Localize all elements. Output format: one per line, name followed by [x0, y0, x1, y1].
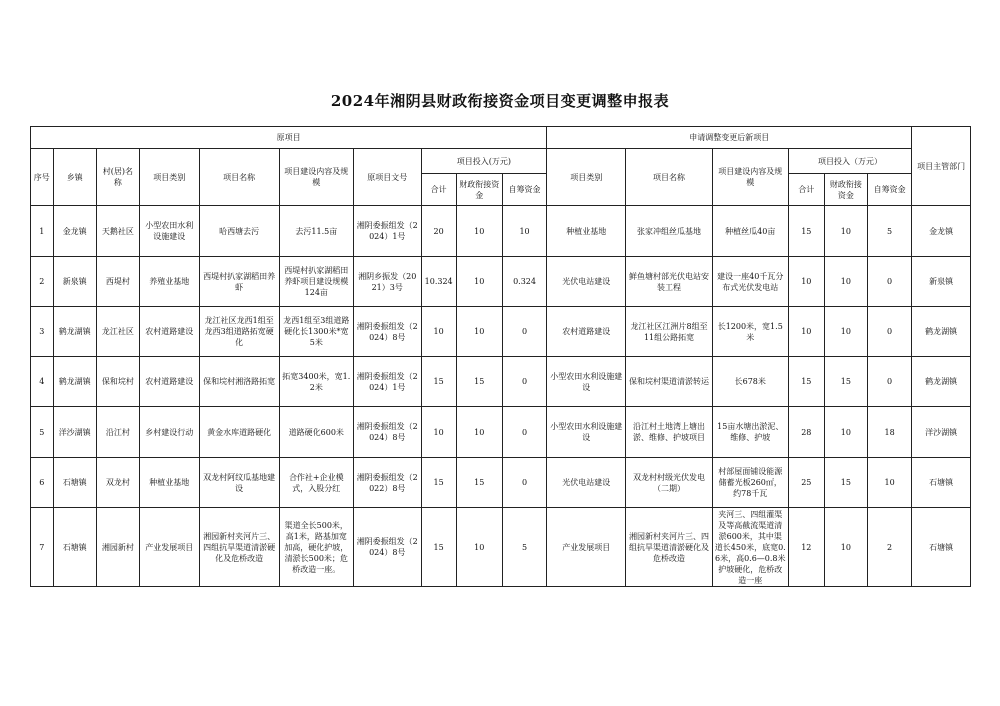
cell-category: 乡村建设行动: [139, 407, 199, 458]
invest-header: 项目投入(万元): [421, 149, 547, 174]
cell-town: 鹤龙湖镇: [53, 357, 96, 407]
cell-content: 拓宽3400米，宽1.2米: [279, 357, 353, 407]
cell-town: 鹤龙湖镇: [53, 307, 96, 357]
cell-content: 西堤村扒家湖稻田养虾项目建设规模124亩: [279, 257, 353, 307]
cell-new-self: 0: [867, 307, 911, 357]
cell-seq: 3: [31, 307, 54, 357]
cell-new-self: 10: [867, 458, 911, 508]
cell-dept: 石塘镇: [912, 458, 971, 508]
cell-new-content: 村部屋面铺设能源储蓄光板260㎡，约78千瓦: [712, 458, 788, 508]
cell-new-content: 15亩水塘出淤泥、维修、护坡: [712, 407, 788, 458]
cell-total: 15: [421, 508, 456, 587]
cell-new-content: 长1200米，宽1.5米: [712, 307, 788, 357]
page-title: 2024年湘阴县财政衔接资金项目变更调整申报表: [330, 92, 670, 110]
cell-doc: 湘阴委振组发（2024）1号: [353, 357, 421, 407]
cell-new-category: 产业发展项目: [547, 508, 626, 587]
cell-content: 渠道全长500米，高1米，路基加宽加高，硬化护坡，清淤长500米；危桥改造一座。: [279, 508, 353, 587]
cell-content: 道路硬化600米: [279, 407, 353, 458]
cell-new-name: 沿江村土地湾上塘出淤、维修、护坡项目: [626, 407, 712, 458]
cell-doc: 湘阴乡振发（2021）3号: [353, 257, 421, 307]
category-header: 项目类别: [139, 149, 199, 206]
cell-new-fiscal: 15: [824, 357, 867, 407]
cell-new-content: 建设一座40千瓦分布式光伏发电站: [712, 257, 788, 307]
table-row: [31, 407, 971, 458]
cell-new-name: 双龙村村级光伏发电（二期）: [626, 458, 712, 508]
cell-doc: 湘阴委振组发（2024）8号: [353, 508, 421, 587]
cell-dept: 洋沙湖镇: [912, 407, 971, 458]
cell-self: 0: [502, 407, 546, 458]
cell-village: 湘园新村: [96, 508, 139, 587]
cell-name: 黄金水库道路硬化: [199, 407, 279, 458]
table-row: [31, 508, 971, 587]
cell-dept: 鹤龙湖镇: [912, 357, 971, 407]
town-header: 乡镇: [53, 149, 96, 206]
cell-new-category: 小型农田水利设施建设: [547, 357, 626, 407]
fiscal-header: 财政衔接资金: [456, 174, 502, 206]
cell-name: 湘园新村夹河片三、四组抗旱渠道清淤硬化及危桥改造: [199, 508, 279, 587]
cell-seq: 7: [31, 508, 54, 587]
cell-fiscal: 10: [456, 206, 502, 257]
new-category-header: 项目类别: [547, 149, 626, 206]
cell-new-total: 12: [788, 508, 824, 587]
new-fiscal-header: 财政衔接资金: [824, 174, 867, 206]
cell-seq: 2: [31, 257, 54, 307]
cell-new-fiscal: 10: [824, 257, 867, 307]
cell-category: 农村道路建设: [139, 307, 199, 357]
self-header: 自筹资金: [502, 174, 546, 206]
name-header: 项目名称: [199, 149, 279, 206]
cell-town: 石塘镇: [53, 458, 96, 508]
cell-new-total: 10: [788, 257, 824, 307]
cell-new-self: 0: [867, 257, 911, 307]
original-project-header: 原项目: [31, 127, 547, 149]
doc-header: 原项目文号: [353, 149, 421, 206]
cell-self: 0: [502, 307, 546, 357]
new-project-header: 申请调整变更后新项目: [547, 127, 912, 149]
cell-fiscal: 15: [456, 357, 502, 407]
cell-new-fiscal: 10: [824, 307, 867, 357]
table-row: [31, 307, 971, 357]
cell-seq: 5: [31, 407, 54, 458]
table-row: [31, 206, 971, 257]
cell-new-content: 夹河三、四组灌渠及等高截流渠道清淤600米，其中渠道长450米，底宽0.6米，高0.6—0.8米护坡硬化，危桥改造一座: [712, 508, 788, 587]
cell-seq: 4: [31, 357, 54, 407]
content-header: 项目建设内容及规 模: [279, 149, 353, 206]
cell-doc: 湘阴委振组发（2022）8号: [353, 458, 421, 508]
cell-new-fiscal: 10: [824, 206, 867, 257]
cell-content: 龙西1组至3组道路硬化长1300米*宽5米: [279, 307, 353, 357]
cell-name: 保和垸村湘洛路拓宽: [199, 357, 279, 407]
cell-new-name: 湘园新村夹河片三、四组抗旱渠道清淤硬化及危桥改造: [626, 508, 712, 587]
cell-village: 沿江村: [96, 407, 139, 458]
cell-doc: 湘阴委振组发（2024）8号: [353, 307, 421, 357]
cell-fiscal: 10: [456, 257, 502, 307]
cell-dept: 新泉镇: [912, 257, 971, 307]
cell-content: 去污11.5亩: [279, 206, 353, 257]
cell-new-total: 10: [788, 307, 824, 357]
cell-seq: 6: [31, 458, 54, 508]
cell-fiscal: 10: [456, 407, 502, 458]
village-header: 村(居)名称: [96, 149, 139, 206]
cell-dept: 石塘镇: [912, 508, 971, 587]
cell-new-total: 15: [788, 357, 824, 407]
cell-new-total: 28: [788, 407, 824, 458]
table-row: [31, 357, 971, 407]
cell-category: 产业发展项目: [139, 508, 199, 587]
cell-new-content: 长678米: [712, 357, 788, 407]
cell-town: 洋沙湖镇: [53, 407, 96, 458]
cell-new-name: 鲜鱼塘村部光伏电站安装工程: [626, 257, 712, 307]
cell-name: 哈西塘去污: [199, 206, 279, 257]
cell-new-category: 农村道路建设: [547, 307, 626, 357]
cell-village: 天鹅社区: [96, 206, 139, 257]
new-self-header: 自筹资金: [867, 174, 911, 206]
cell-total: 10.324: [421, 257, 456, 307]
cell-dept: 鹤龙湖镇: [912, 307, 971, 357]
cell-dept: 金龙镇: [912, 206, 971, 257]
cell-total: 15: [421, 458, 456, 508]
cell-new-fiscal: 15: [824, 458, 867, 508]
cell-new-fiscal: 10: [824, 508, 867, 587]
cell-doc: 湘阴委振组发（2024）1号: [353, 206, 421, 257]
cell-new-category: 光伏电站建设: [547, 458, 626, 508]
cell-name: 双龙村阿纹瓜基地建设: [199, 458, 279, 508]
cell-fiscal: 10: [456, 307, 502, 357]
table-row: [31, 458, 971, 508]
new-name-header: 项目名称: [626, 149, 712, 206]
cell-new-content: 种植丝瓜40亩: [712, 206, 788, 257]
new-total-header: 合计: [788, 174, 824, 206]
cell-self: 0: [502, 458, 546, 508]
cell-new-self: 0: [867, 357, 911, 407]
new-invest-header: 项目投入（万元）: [788, 149, 911, 174]
cell-self: 0.324: [502, 257, 546, 307]
total-header: 合计: [421, 174, 456, 206]
cell-new-name: 张家冲组丝瓜基地: [626, 206, 712, 257]
new-content-header: 项目建设内容及规模: [712, 149, 788, 206]
cell-category: 农村道路建设: [139, 357, 199, 407]
cell-new-fiscal: 10: [824, 407, 867, 458]
cell-new-name: 保和垸村渠道清淤转运: [626, 357, 712, 407]
cell-self: 10: [502, 206, 546, 257]
cell-category: 养殖业基地: [139, 257, 199, 307]
project-change-table: [30, 126, 971, 587]
cell-category: 小型农田水利设施建设: [139, 206, 199, 257]
cell-total: 15: [421, 357, 456, 407]
cell-village: 西堤村: [96, 257, 139, 307]
cell-doc: 湘阴委振组发（2024）8号: [353, 407, 421, 458]
cell-new-category: 光伏电站建设: [547, 257, 626, 307]
cell-seq: 1: [31, 206, 54, 257]
cell-new-self: 18: [867, 407, 911, 458]
cell-new-category: 种植业基地: [547, 206, 626, 257]
cell-fiscal: 15: [456, 458, 502, 508]
cell-new-self: 5: [867, 206, 911, 257]
cell-total: 20: [421, 206, 456, 257]
cell-self: 0: [502, 357, 546, 407]
seq-header: 序号: [31, 149, 54, 206]
cell-new-total: 15: [788, 206, 824, 257]
cell-village: 保和垸村: [96, 357, 139, 407]
cell-name: 西堤村扒家湖稻田养虾: [199, 257, 279, 307]
cell-total: 10: [421, 407, 456, 458]
cell-town: 金龙镇: [53, 206, 96, 257]
cell-village: 龙江社区: [96, 307, 139, 357]
dept-header: 项目主管部门: [912, 127, 971, 206]
cell-new-category: 小型农田水利设施建设: [547, 407, 626, 458]
cell-name: 龙江社区龙西1组至龙西3组道路拓宽硬化: [199, 307, 279, 357]
cell-content: 合作社+企业模式，入股分红: [279, 458, 353, 508]
cell-self: 5: [502, 508, 546, 587]
cell-new-self: 2: [867, 508, 911, 587]
cell-new-name: 龙江社区江洲片8组至11组公路拓宽: [626, 307, 712, 357]
cell-village: 双龙村: [96, 458, 139, 508]
cell-town: 新泉镇: [53, 257, 96, 307]
cell-town: 石塘镇: [53, 508, 96, 587]
cell-new-total: 25: [788, 458, 824, 508]
cell-fiscal: 10: [456, 508, 502, 587]
table-row: [31, 257, 971, 307]
cell-total: 10: [421, 307, 456, 357]
cell-category: 种植业基地: [139, 458, 199, 508]
